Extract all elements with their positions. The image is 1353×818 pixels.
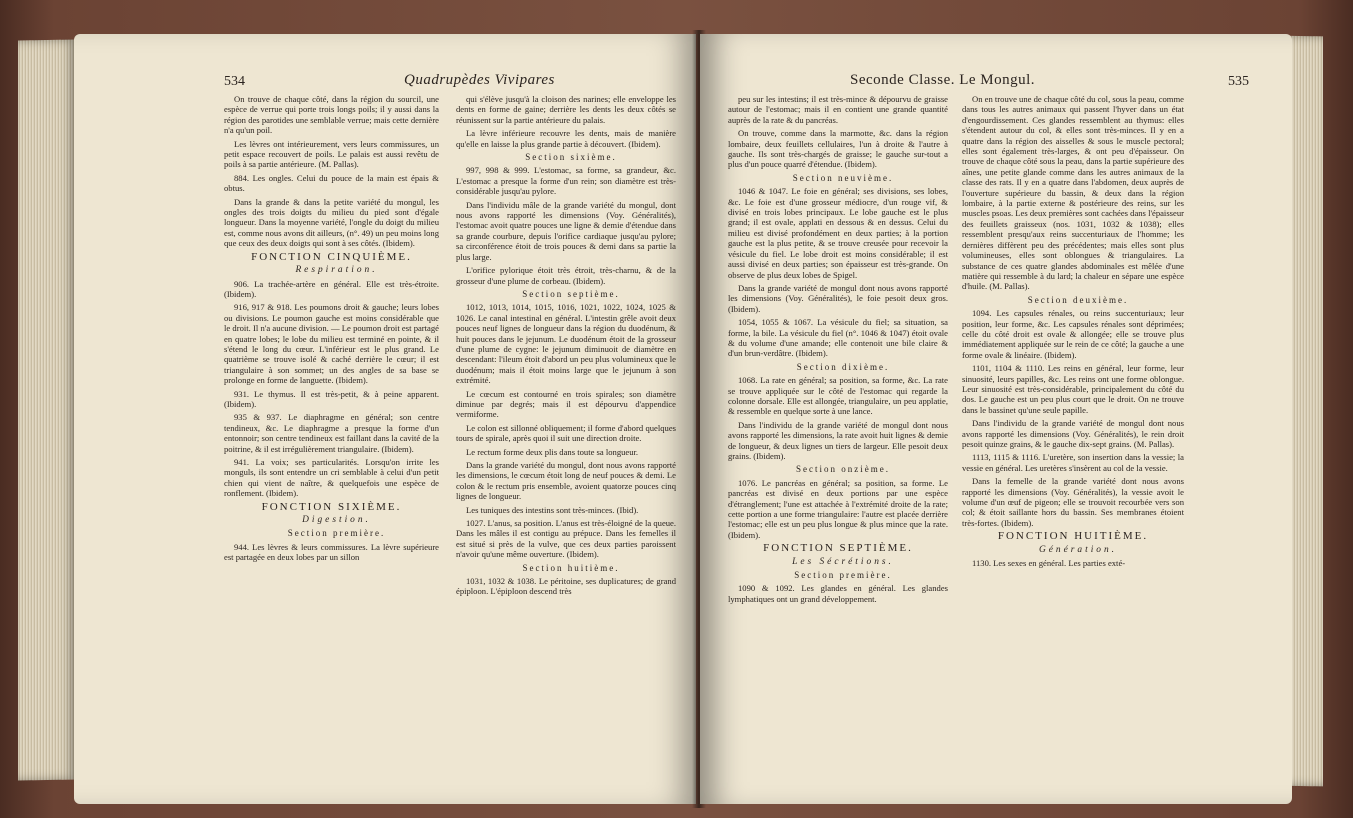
paragraph: Dans l'individu de la grande variété de mongul dont nous avons rapporté les dimensions, la rate avoit huit lignes & demie de longueur, & deux lignes un tiers de largeur. Elle pesoit deux grains. (Ibidem). <box>728 419 948 461</box>
right-page <box>700 34 1292 804</box>
left-page <box>74 34 696 804</box>
paragraph: Le colon est sillonné obliquement; il forme d'abord quelques tours de spirale, après quoi il suit une direction droite. <box>456 422 676 444</box>
left-page-number: 534 <box>224 74 245 89</box>
section-heading: Section première. <box>794 570 892 581</box>
right-running-head: Seconde Classe. Le Mongul. <box>850 72 1036 88</box>
paragraph: Dans l'individu de la grande variété de mongul dont nous avons rapporté les dimensions (Voy. Généralités), le rein droit pesoit quinze grains, & le gauche dix-sept grains. (M. Pallas). <box>962 418 1184 449</box>
paragraph: 1090 & 1092. Les glandes en général. Les glandes lymphatiques ont un grand développement. <box>728 583 948 604</box>
section-heading: Section septième. <box>522 288 620 299</box>
left-column-1 <box>224 94 439 566</box>
paragraph: La lèvre inférieure recouvre les dents, mais de manière qu'elle en laisse la plus grande partie à découvert. (Ibidem). <box>456 128 676 149</box>
paragraph: On en trouve une de chaque côté du col, sous la peau, comme dans tous les autres animaux qui passent l'hyver dans un état d'engourdissement. Ces glandes ressemblent au thymus: elles s'étendent autour du col, & elles sont très-minces. Il y en a quatre dans la région des aisselles & sous le muscle pectoral; elles sont également très-larges, & ont peu d'épaisseur. On trouve de chaque côté sous la peau, dans la partie supérieure des aînes, une petite glande comme dans les autres animaux de la classe des rats. Il y en a quatre dans l'abdomen, deux auprès de l'ouverture supérieure du bassin, & deux dans la région lombaire, à la partie externe & postérieure des reins, sur les muscles psoas. Les deux premières sont cachées dans l'épaisseur des feuillets graisseux (nos. 1031, 1032 & 1038); elles ressemblent presqu'aux reins succenturiaux de l'homme; les dernières diffèrent peu des précédentes; mais elles sont plus volumineuses, elles sont oblongues & triangulaires. La substance de ces quatre glandes abdominales est mêlée d'une matière qui ressemble à du lard; la chaleur en sépare une espèce d'huile. (M. Pallas). <box>962 94 1184 292</box>
section-heading: Section première. <box>287 528 386 539</box>
paragraph: Les tuniques des intestins sont très-minces. (Ibid). <box>466 504 639 515</box>
paragraph: 1046 & 1047. Le foie en général; ses divisions, ses lobes, &c. Le foie est d'une grosseur médiocre, d'un rouge vif, & divisé en trois lobes principaux. Le lobe gauche est le plus grand; il est ovale, applati en dessous & en dessus. Celui du milieu est divisé profondément en deux parties; à la portion gauche est la plus petite, & se trouve creusée pour recevoir la vésicule du fiel. Le lobe droit est moins considérable; il est aussi divisé en deux parties; son épaisseur est très-grande. On observe de plus deux lobes de Spigel. <box>728 186 948 280</box>
right-page-number: 535 <box>1228 74 1249 89</box>
paragraph: L'orifice pylorique étoit très étroit, très-charnu, & de la grosseur d'une plume de corbeau. (Ibidem). <box>456 265 676 286</box>
paragraph: Dans la grande variété de mongul dont nous avons rapporté les dimensions (Voy. Généralités), le foie pesoit deux gros. (Ibidem). <box>728 282 948 314</box>
paragraph: 1027. L'anus, sa position. L'anus est très-éloigné de la queue. Dans les mâles il est contigu au prépuce. Dans les femelles il est situé si près de la vulve, que ces deux parties paroissent n'avoir qu'une même ouverture. (Ibidem). <box>456 518 677 560</box>
left-page-edges <box>18 39 76 780</box>
section-heading: Section onzième. <box>796 464 890 475</box>
paragraph: 884. Les ongles. Celui du pouce de la main est épais & obtus. <box>224 172 439 194</box>
paragraph: 941. La voix; ses particularités. Lorsqu'on irrite les monguls, ils sont entendre un cri semblable à celui d'un petit chien qui vient de naître, & quelquefois une espèce de ronflement. (Ibidem). <box>224 457 439 499</box>
paragraph: 1031, 1032 & 1038. Le péritoine, ses duplicatures; de grand épiploon. L'épiploon descend très <box>456 576 676 597</box>
paragraph: 916, 917 & 918. Les poumons droit & gauche; leurs lobes ou divisions. Le poumon gauche est moins considérable que le droit. Il n'a aucune division. — Le poumon droit est partagé en quatre lobes; le lobe du milieu est terminé en pointe, & il s'étend le long du cœur. L'inférieur est le plus grand. Le quatrième se trouve isolé & caché derrière le cœur; il est triangulaire à son sommet; un des angles de sa base se prolonge en forme de languette. (Ibidem). <box>224 302 439 386</box>
section-heading: FONCTION SIXIÈME. <box>261 500 402 513</box>
section-heading: FONCTION CINQUIÈME. <box>251 250 412 263</box>
paragraph: Le cœcum est contourné en trois spirales; son diamètre diminue par degrés; mais il est dépourvu d'appendice vermiforme. <box>456 388 676 420</box>
paragraph: Dans la grande & dans la petite variété du mongul, les ongles des trois doigts du milieu du pied sont d'égale longueur. Dans la moyenne variété, l'ongle du doigt du milieu est, comme nous avons dit ailleurs, (n°. 49) un peu moins long que ceux des deux doigts qui sont à ses côtés. (Ibidem). <box>224 196 439 249</box>
paragraph: On trouve, comme dans la marmotte, &c. dans la région lombaire, deux feuillets cellulaires, l'un à droite & l'autre à gauche. Ils sont très-chargés de graisse; le gauche sur-tout a plus d'un pouce quarré d'étendue. (Ibidem). <box>728 128 948 170</box>
paragraph: 1076. Le pancréas en général; sa position, sa forme. Le pancréas est divisé en deux portions par une espèce d'étranglement; l'une est attachée à l'extrémité droite de la rate; cette portion a une forme triangulaire: l'autre est placée derrière l'estomac; elle est un peu plus longue & plus mince que la rate. (Ibidem). <box>728 477 948 540</box>
paragraph: 1094. Les capsules rénales, ou reins succenturiaux; leur position, leur forme, &c. Les capsules rénales sont déprimées; celle du côté droit est ovale & allongée; elle se trouve plus immédiatement appliquée sur le rein de ce côté; la gauche a une forme ovale & linéaire. (Ibidem). <box>962 308 1184 360</box>
paragraph: Le rectum forme deux plis dans toute sa longueur. <box>466 446 639 457</box>
right-column-2 <box>962 94 1184 571</box>
section-heading: FONCTION HUITIÈME. <box>997 530 1149 543</box>
paragraph: 1054, 1055 & 1067. La vésicule du fiel; sa situation, sa forme, la bile. La vésicule du fiel (n°. 1046 & 1047) étoit ovale & du volume d'une amande; elle contenoit une bile claire & d'un brun-verdâtre. (Ibidem). <box>728 317 948 359</box>
paragraph: qui s'élève jusqu'à la cloison des narines; elle enveloppe les dents en forme de gaine; derrière les dents les deux côtés se réunissent sur la partie antérieure du palais. <box>456 94 676 125</box>
section-heading: Section neuvième. <box>792 172 894 183</box>
section-heading: Section huitième. <box>522 562 620 573</box>
paragraph: 935 & 937. Le diaphragme en général; son centre tendineux, &c. Le diaphragme a presque la forme d'un entonnoir; son centre tendineux est faillant dans la cavité de la poitrine, & il est irrégulièrement triangulaire. (Ibidem). <box>224 412 439 454</box>
left-running-head: Quadrupèdes Vivipares <box>404 72 555 88</box>
paragraph: 931. Le thymus. Il est très-petit, & à peine apparent. (Ibidem). <box>224 388 439 409</box>
paragraph: 1012, 1013, 1014, 1015, 1016, 1021, 1022, 1024, 1025 & 1026. Le canal intestinal en général. L'intestin grêle avoit deux pouces neuf lignes de longueur dans la région du duodénum, & huit pouces dans le jejunum. Le duodénum étoit de la grosseur d'une plume de cygne: le jejunum diminuoit de diamètre en descendant: l'ileum étoit d'abord un peu plus volumineux que le duodénum; mais il étoit moins large que le jejunum à son extrémité. <box>456 302 676 386</box>
paragraph: Les lèvres ont intérieurement, vers leurs commissures, un petit espace recouvert de poils. Le palais est aussi revêtu de poils à sa partie antérieure. (M. Pallas). <box>224 138 439 170</box>
paragraph: On trouve de chaque côté, dans la région du sourcil, une espèce de verrue qui porte trois longs poils; il y aussi dans la région des parotides une semblable verrue; mais cette dernière n'a qu'un poil. <box>224 94 439 136</box>
section-heading: Les Sécrétions. <box>792 556 894 567</box>
paragraph: 1113, 1115 & 1116. L'uretère, son insertion dans la vessie; la vessie en général. Les uretères s'insèrent au col de la vessie. <box>962 452 1184 473</box>
right-column-1 <box>728 94 948 607</box>
left-column-2 <box>456 94 676 600</box>
section-heading: Section dixième. <box>796 361 890 372</box>
section-heading: Section sixième. <box>525 152 617 163</box>
paragraph: 1101, 1104 & 1110. Les reins en général, leur forme, leur sinuosité, leurs papilles, &c. Les reins ont une forme oblongue. Leur sinuosité est très-considérable, principalement du côté du dos. Le gauche est un peu plus court que le droit. On ne trouve dans le bassinet qu'une seule papille. <box>962 363 1184 415</box>
paragraph: 1068. La rate en général; sa position, sa forme, &c. La rate se trouve appliquée sur le côté de l'estomac qui regarde la colonne dorsale. Elle est allongée, triangulaire, un peu applatie, & ressemble en quelque sorte à une lance. <box>728 375 948 417</box>
paragraph: 997, 998 & 999. L'estomac, sa forme, sa grandeur, &c. L'estomac a presque la forme d'un rein; son diamètre est très-considérable jusqu'au pylore. <box>456 165 676 197</box>
paragraph: 906. La trachée-artère en général. Elle est très-étroite. (Ibidem). <box>224 278 439 299</box>
paragraph: Dans la grande variété du mongul, dont nous avons rapporté les dimensions, le cœcum étoit long de neuf pouces & demi. Le colon & le rectum pris ensemble, avoient quatorze pouces cinq lignes de longueur. <box>456 460 676 502</box>
section-heading: FONCTION SEPTIÈME. <box>763 542 913 555</box>
paragraph: peu sur les intestins; il est très-mince & dépourvu de graisse autour de l'estomac; mais il en contient une grande quantité auprès de la rate & du pancréas. <box>728 94 948 125</box>
paragraph: 1130. Les sexes en général. Les parties exté- <box>972 558 1126 569</box>
section-heading: Génération. <box>1038 544 1118 555</box>
paragraph: Dans la femelle de la grande variété dont nous avons rapporté les dimensions (Voy. Généralités), la vessie avoit le volume d'un œuf de pigeon; elle se trouvoit recourbée vers son col; & étoit saillante hors du bassin. Ses membranes étoient très-fortes. (Ibidem). <box>962 476 1184 528</box>
paragraph: Dans l'individu mâle de la grande variété du mongul, dont nous avons rapporté les dimensions (Voy. Généralités), l'estomac avoit quatre pouces une ligne & demie d'étendue dans sa grande courbure, depuis l'orifice cardiaque jusqu'au pylore; sa circonférence étoit de trois pouces & demi dans sa partie la plus large. <box>456 199 676 262</box>
section-heading: Respiration. <box>295 265 378 276</box>
section-heading: Digestion. <box>302 515 371 526</box>
section-heading: Section deuxième. <box>1027 294 1129 305</box>
paragraph: 944. Les lèvres & leurs commissures. La lèvre supérieure est partagée en deux lobes par un sillon <box>224 541 439 563</box>
